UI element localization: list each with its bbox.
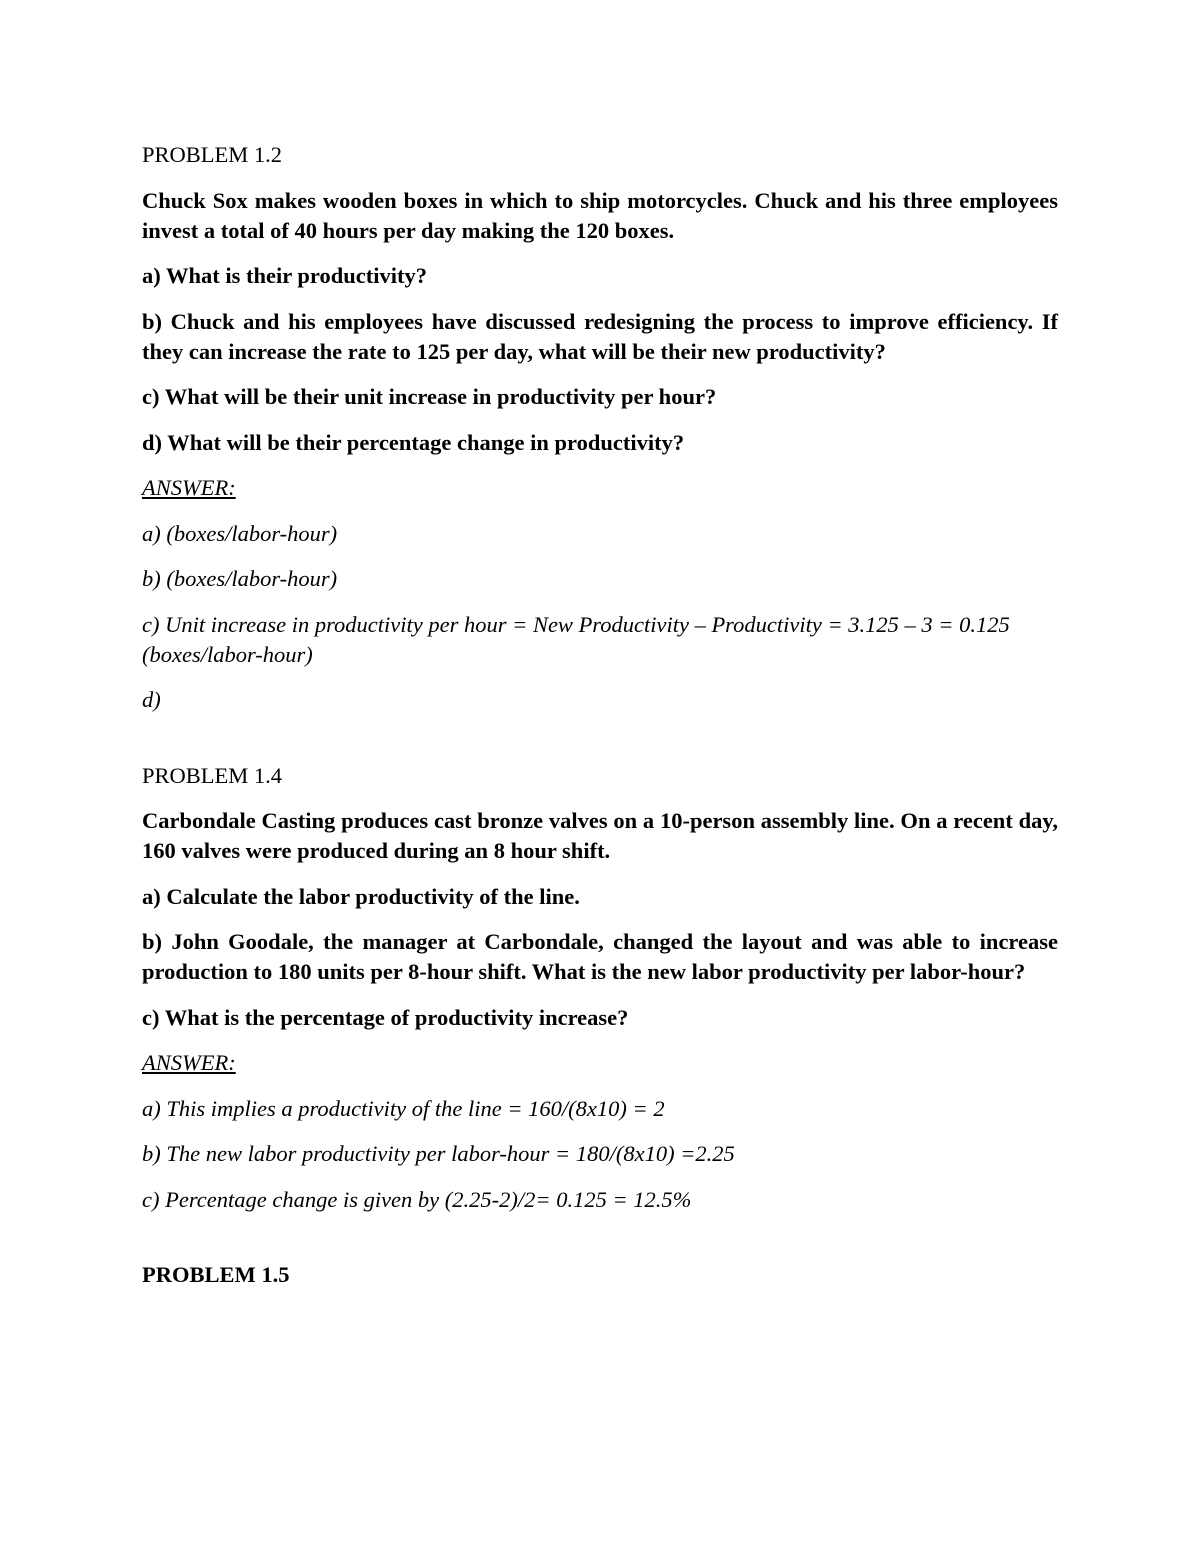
question-c: c) What will be their unit increase in productivity per hour?	[142, 384, 717, 409]
answer-d: d)	[142, 687, 161, 712]
answer-c: c) Percentage change is given by (2.25-2)/2= 0.125 = 12.5%	[142, 1186, 692, 1212]
question-b: b) Chuck and his employees have discussed redesigning the process to improve efficiency. If they can increase the rate to 125 per day, what will be their new productivity?	[142, 308, 1058, 364]
section-spacer	[142, 731, 1058, 761]
question-d: d) What will be their percentage change in productivity?	[142, 429, 685, 455]
problem-heading: PROBLEM 1.5	[142, 1262, 290, 1287]
answer-c: c) Unit increase in productivity per hour = New Productivity – Productivity = 3.125 – 3 = 0.125 (boxes/labor-hour)	[142, 611, 1010, 667]
question-c: c) What is the percentage of productivity increase?	[142, 1004, 629, 1030]
problem-1-4	[142, 761, 1058, 1215]
answer-label: ANSWER:	[142, 475, 236, 500]
answer-a: a) This implies a productivity of the line = 160/(8x10) = 2	[142, 1095, 665, 1121]
answer-a: a) (boxes/labor-hour)	[142, 520, 338, 546]
document-page	[142, 140, 1058, 1306]
answer-label: ANSWER:	[142, 1050, 236, 1075]
problem-statement: Carbondale Casting produces cast bronze valves on a 10-person assembly line. On a recent day, 160 valves were produced during an 8 hour shift.	[142, 808, 1058, 863]
question-a: a) Calculate the labor productivity of the line.	[142, 883, 580, 909]
answer-b: b) (boxes/labor-hour)	[142, 566, 338, 591]
problem-1-2	[142, 140, 1058, 715]
problem-statement: Chuck Sox makes wooden boxes in which to ship motorcycles. Chuck and his three employees invest a total of 40 hours per day making the 120 boxes.	[142, 187, 1058, 243]
problem-1-5	[142, 1260, 1058, 1290]
problem-heading: PROBLEM 1.4	[142, 762, 283, 788]
question-b: b) John Goodale, the manager at Carbondale, changed the layout and was able to increase production to 180 units per 8-hour shift. What is the new labor productivity per labor-hour?	[142, 929, 1058, 984]
problem-heading: PROBLEM 1.2	[142, 142, 283, 167]
answer-b: b) The new labor productivity per labor-hour = 180/(8x10) =2.25	[142, 1141, 735, 1166]
question-a: a) What is their productivity?	[142, 263, 428, 288]
section-spacer	[142, 1230, 1058, 1260]
